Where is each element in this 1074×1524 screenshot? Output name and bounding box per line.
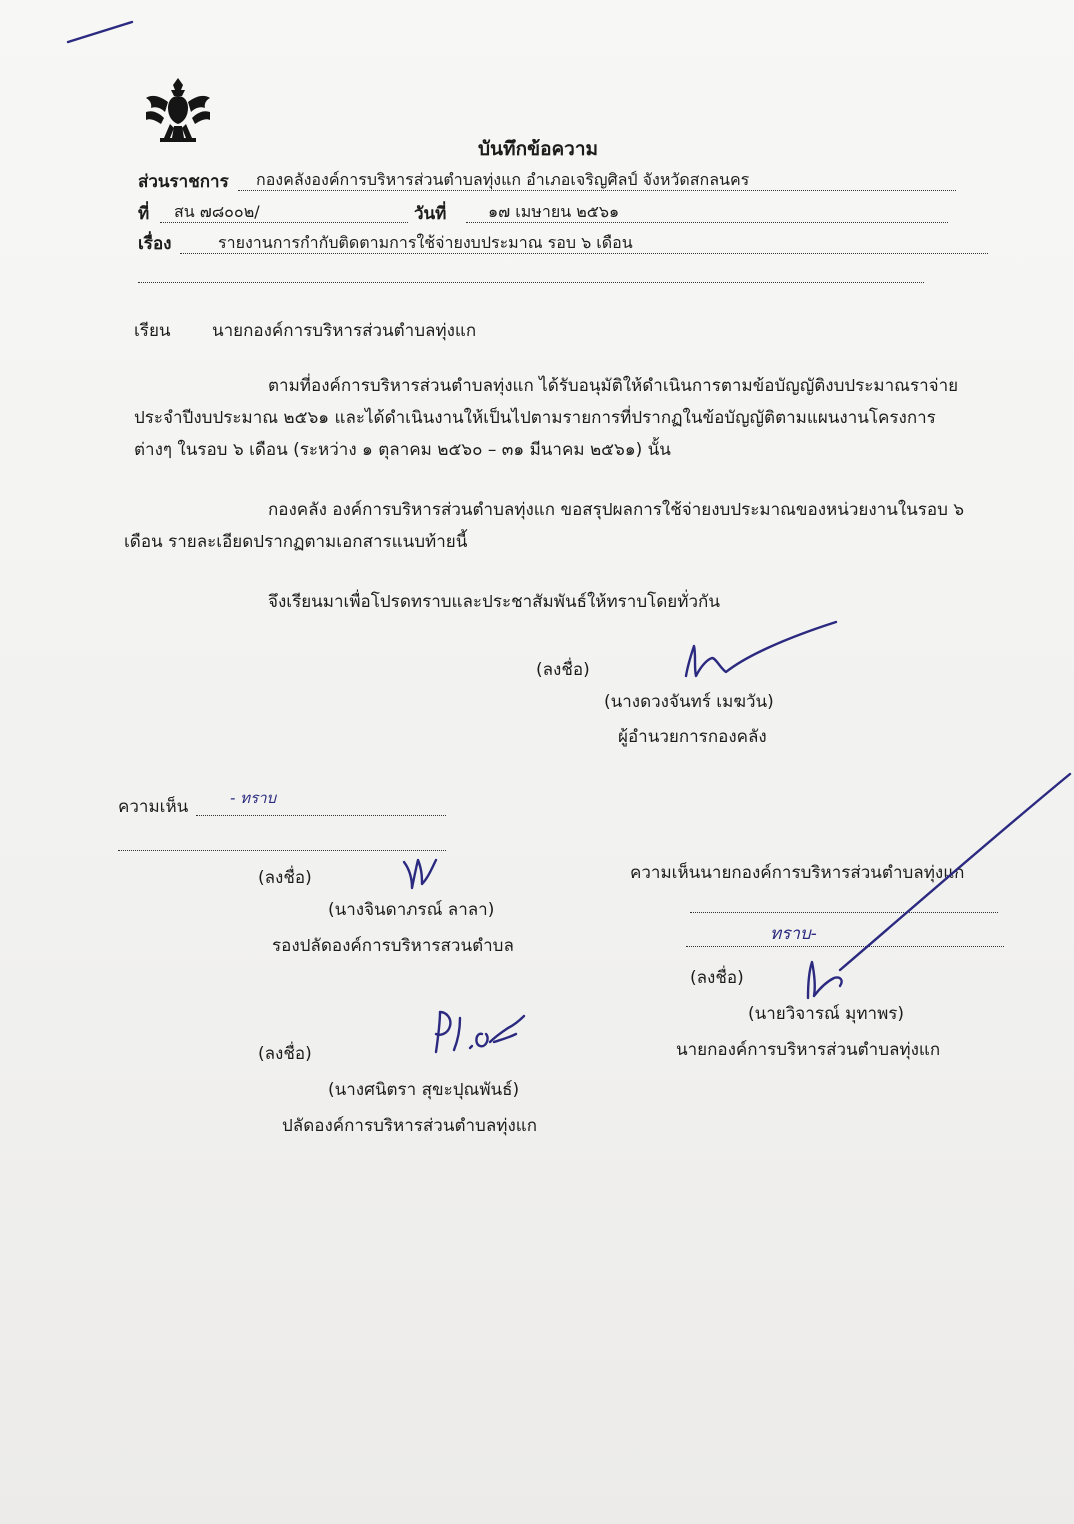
to-value: นายกองค์การบริหารส่วนตำบลทุ่งแก: [212, 321, 477, 341]
to-label: เรียน: [134, 321, 171, 341]
agency-label: ส่วนราชการ: [138, 172, 229, 192]
date-value: ๑๗ เมษายน ๒๕๖๑: [488, 202, 620, 221]
signature-clerk: [424, 998, 534, 1058]
mayor-name: (นายวิจารณ์ มุทาพร): [748, 1004, 905, 1024]
date-label: วันที่: [414, 204, 447, 224]
garuda-emblem-icon: [140, 72, 216, 148]
p1-line-2: ประจำปีงบประมาณ ๒๕๖๑ และได้ดำเนินงานให้เป็นไปตามรายการที่ปรากฏในข้อบัญญัติตามแผนงานโครงการ: [134, 408, 936, 428]
p1-line-3: ต่างๆ ในรอบ ๖ เดือน (ระหว่าง ๑ ตุลาคม ๒๕๖๐ – ๓๑ มีนาคม ๒๕๖๑) นั้น: [134, 440, 671, 460]
pen-mark: [66, 18, 136, 48]
p2-line-2: เดือน รายละเอียดปรากฏตามเอกสารแนบท้ายนี้: [124, 532, 468, 552]
agency-value: กองคลังองค์การบริหารส่วนตำบลทุ่งแก อำเภอเจริญศิลป์ จังหวัดสกลนคร: [256, 170, 750, 189]
ref-value: สน ๗๘๐๐๒/: [174, 202, 260, 221]
sign-label-mayor: (ลงชื่อ): [690, 968, 744, 988]
signature-mayor: [780, 770, 1074, 1010]
signature-finance: [672, 618, 842, 688]
deputy-name: (นางจินดาภรณ์ ลาลา): [328, 900, 495, 920]
sign-label-deputy: (ลงชื่อ): [258, 868, 312, 888]
signature-deputy: [400, 852, 440, 892]
opinion-handwritten: - ทราบ: [230, 789, 277, 807]
p1-line-1: ตามที่องค์การบริหารส่วนตำบลทุ่งแก ได้รับอนุมัติให้ดำเนินการตามข้อบัญญัติงบประมาณราจ่าย: [268, 376, 959, 396]
sign-label-finance: (ลงชื่อ): [536, 660, 590, 680]
p2-line-1: กองคลัง องค์การบริหารส่วนตำบลทุ่งแก ขอสรุปผลการใช้จ่ายงบประมาณของหน่วยงานในรอบ ๖: [268, 500, 965, 520]
ref-label: ที่: [138, 204, 150, 224]
mayor-position: นายกองค์การบริหารส่วนตำบลทุ่งแก: [676, 1040, 941, 1060]
finance-position: ผู้อำนวยการกองคลัง: [618, 727, 767, 747]
finance-name: (นางดวงจันทร์ เมฆวัน): [604, 692, 774, 712]
subject-label: เรื่อง: [138, 234, 172, 254]
subject-value: รายงานการกำกับติดตามการใช้จ่ายงบประมาณ รอบ ๖ เดือน: [218, 233, 633, 252]
p3-line: จึงเรียนมาเพื่อโปรดทราบและประชาสัมพันธ์ให้ทราบโดยทั่วกัน: [268, 592, 720, 612]
mayor-handwritten: ทราบ-: [770, 924, 817, 944]
deputy-position: รองปลัดองค์การบริหารสวนตำบล: [272, 936, 514, 956]
memo-title: บันทึกข้อความ: [478, 138, 599, 160]
mayor-opinion-label: ความเห็นนายกองค์การบริหารส่วนตำบลทุ่งแก: [630, 863, 965, 883]
opinion-dotted-line-1: [196, 815, 446, 816]
opinion-label: ความเห็น: [118, 797, 189, 817]
opinion-dotted-line-2: [118, 850, 446, 851]
header-bottom-dotted-line: [138, 282, 924, 283]
clerk-name: (นางศนิตรา สุขะปุณพันธ์): [328, 1080, 520, 1100]
clerk-position: ปลัดองค์การบริหารส่วนตำบลทุ่งแก: [282, 1116, 537, 1136]
sign-label-clerk: (ลงชื่อ): [258, 1044, 312, 1064]
